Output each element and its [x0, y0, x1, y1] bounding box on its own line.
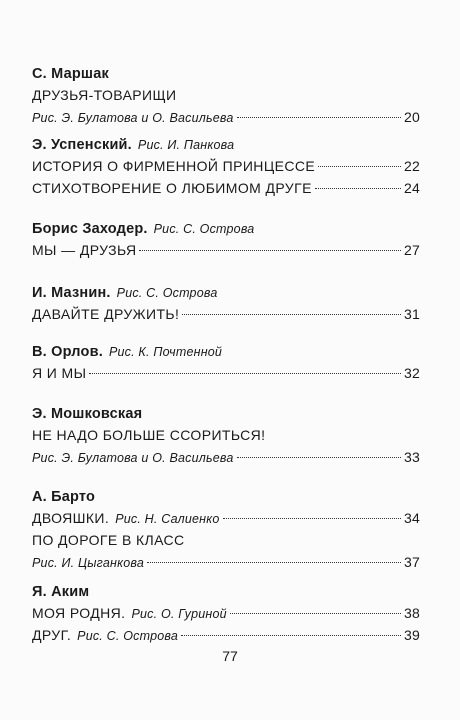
page-number: 32 — [404, 365, 420, 381]
toc-title: ДРУГ. — [32, 627, 72, 643]
author-name — [32, 219, 420, 239]
dot-leader — [147, 562, 401, 563]
toc-title: ИСТОРИЯ О ФИРМЕННОЙ ПРИНЦЕССЕ — [32, 158, 316, 174]
toc-entry — [32, 303, 420, 325]
illustrator-credit: Рис. И. Панкова — [137, 138, 235, 152]
toc-entry — [32, 239, 420, 261]
toc-section — [32, 404, 420, 468]
toc-section — [32, 283, 420, 325]
page-number: 38 — [404, 605, 420, 621]
author-name — [32, 283, 420, 303]
toc-title: Я И МЫ — [32, 365, 87, 381]
toc-section — [32, 582, 420, 646]
toc-entry — [32, 177, 420, 199]
author-label: Э. Мошковская — [32, 406, 143, 422]
page-number: 31 — [404, 306, 420, 322]
illustrator-credit: Рис. О. Гуриной — [131, 607, 227, 621]
toc-section — [32, 487, 420, 573]
illustrator-credit: Рис. Э. Булатова и О. Васильева — [32, 451, 234, 465]
toc-title: ДВОЯШКИ. — [32, 510, 110, 526]
author-label: Э. Успенский. — [32, 137, 132, 153]
author-name — [32, 404, 420, 424]
page-folio: 77 — [222, 648, 238, 664]
toc-title: МОЯ РОДНЯ. — [32, 605, 126, 621]
page-number: 24 — [404, 180, 420, 196]
toc-title: ПО ДОРОГЕ В КЛАСС — [32, 532, 185, 548]
author-label: Борис Заходер. — [32, 221, 148, 237]
toc-entry — [32, 106, 420, 128]
author-label: И. Мазнин. — [32, 285, 111, 301]
toc-section — [32, 342, 420, 384]
dot-leader — [223, 518, 402, 519]
toc-entry — [32, 446, 420, 468]
page-number: 20 — [404, 109, 420, 125]
illustrator-credit: Рис. Э. Булатова и О. Васильева — [32, 111, 234, 125]
author-label: С. Маршак — [32, 66, 109, 82]
dot-leader — [237, 457, 401, 458]
toc-title: ДРУЗЬЯ-ТОВАРИЩИ — [32, 87, 177, 103]
page-number: 33 — [404, 449, 420, 465]
author-name — [32, 582, 420, 602]
page-number: 34 — [404, 510, 420, 526]
dot-leader — [230, 613, 401, 614]
illustrator-credit: Рис. К. Почтенной — [108, 345, 223, 359]
toc-entry — [32, 507, 420, 529]
dot-leader — [139, 250, 401, 251]
illustrator-credit: Рис. Н. Салиенко — [115, 512, 220, 526]
dot-leader — [315, 188, 401, 189]
toc-title: СТИХОТВОРЕНИЕ О ЛЮБИМОМ ДРУГЕ — [32, 180, 312, 196]
toc-entry — [32, 602, 420, 624]
toc-title: НЕ НАДО БОЛЬШЕ ССОРИТЬСЯ! — [32, 427, 266, 443]
page-number: 39 — [404, 627, 420, 643]
author-name — [32, 135, 420, 155]
toc-entry — [32, 624, 420, 646]
illustrator-credit: Рис. С. Острова — [116, 286, 218, 300]
author-label: Я. Аким — [32, 584, 90, 600]
dot-leader — [89, 373, 401, 374]
toc-title: МЫ — ДРУЗЬЯ — [32, 242, 137, 258]
illustrator-credit: Рис. С. Острова — [153, 222, 255, 236]
illustrator-credit: Рис. С. Острова — [77, 629, 178, 643]
toc-entry — [32, 362, 420, 384]
toc-section — [32, 135, 420, 199]
author-name — [32, 64, 420, 84]
dot-leader — [181, 635, 401, 636]
author-name — [32, 342, 420, 362]
toc-entry — [32, 155, 420, 177]
author-label: А. Барто — [32, 489, 96, 505]
dot-leader — [318, 166, 401, 167]
toc-section — [32, 64, 420, 128]
author-label: В. Орлов. — [32, 344, 103, 360]
page-number: 27 — [404, 242, 420, 258]
dot-leader — [182, 314, 401, 315]
page-number: 37 — [404, 554, 420, 570]
dot-leader — [237, 117, 401, 118]
toc-title: ДАВАЙТЕ ДРУЖИТЬ! — [32, 306, 180, 322]
illustrator-credit: Рис. И. Цыганкова — [32, 556, 144, 570]
page-number: 22 — [404, 158, 420, 174]
toc-section — [32, 219, 420, 261]
toc-entry — [32, 551, 420, 573]
author-name — [32, 487, 420, 507]
